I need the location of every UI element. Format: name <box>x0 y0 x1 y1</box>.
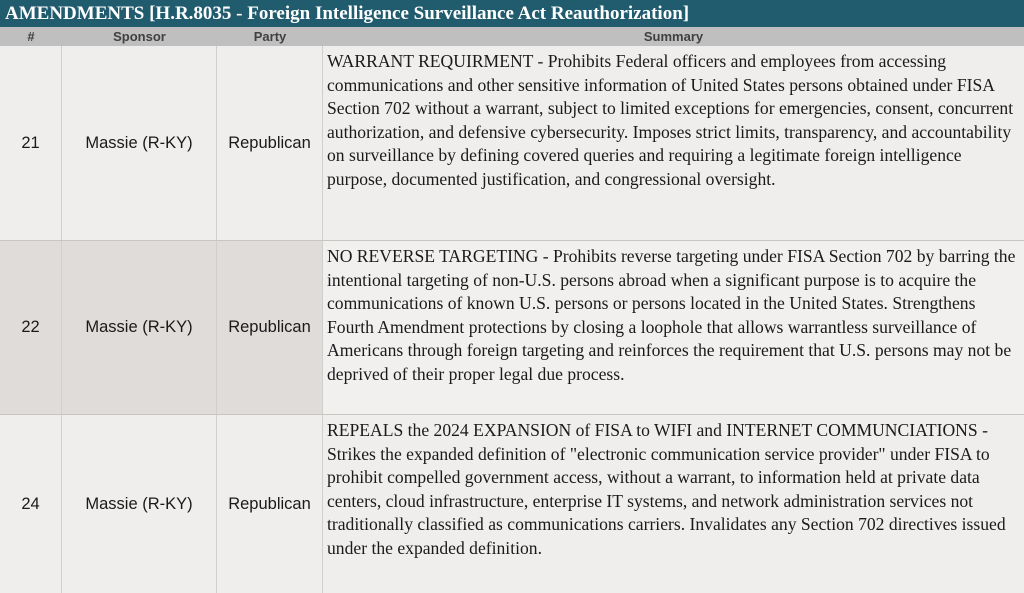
column-header-sponsor[interactable]: Sponsor <box>113 29 166 44</box>
row-party[interactable]: Republican <box>217 415 323 593</box>
row-summary[interactable]: REPEALS the 2024 EXPANSION of FISA to WIFI and INTERNET COMMUNCIATIONS - Strikes the expanded definition of "electronic communication service provider" under FISA to prohibit compelled government access, without a warrant, to information held at private data centers, cloud infrastructure, enterprise IT systems, and network administration services not traditionally classified as communications carriers. Invalidates any Section 702 directives issued under the expanded definition. <box>327 420 1006 558</box>
table-row[interactable] <box>0 241 1024 414</box>
row-summary[interactable]: WARRANT REQUIRMENT - Prohibits Federal officers and employees from accessing communications and other sensitive information of United States persons obtained under FISA Section 702 without a warrant, subject to limited exceptions for emergencies, consent, concurrent authorization, and defensive cybersecurity. Imposes strict limits, transparency, and accountability on surveillance by defining covered queries and requiring a legitimate foreign intelligence purpose, documented justification, and congressional oversight. <box>327 51 1014 189</box>
row-number[interactable]: 21 <box>0 46 62 240</box>
column-header-party[interactable]: Party <box>253 29 287 44</box>
row-sponsor[interactable]: Massie (R-KY) <box>62 241 217 414</box>
row-party[interactable]: Republican <box>217 241 323 414</box>
row-party[interactable]: Republican <box>217 46 323 240</box>
table-row[interactable] <box>0 46 1024 240</box>
table-row[interactable] <box>0 415 1024 593</box>
row-number[interactable]: 22 <box>0 241 62 414</box>
column-header-summary[interactable]: Summary <box>643 29 704 44</box>
row-summary[interactable]: NO REVERSE TARGETING - Prohibits reverse targeting under FISA Section 702 by barring the intentional targeting of non-U.S. persons abroad when a significant purpose is to acquire the communications of known U.S. persons or persons located in the United States. Strengthens Fourth Amendment protections by closing a loophole that allows warrantless surveillance of Americans through foreign targeting and reinforces the requirement that U.S. persons may not be deprived of their proper legal due process. <box>323 241 1024 414</box>
row-sponsor[interactable]: Massie (R-KY) <box>62 46 217 240</box>
header-row <box>0 27 1024 46</box>
row-number[interactable]: 24 <box>0 415 62 593</box>
table-title: AMENDMENTS [H.R.8035 - Foreign Intelligence Surveillance Act Reauthorization] <box>0 0 1024 27</box>
row-sponsor[interactable]: Massie (R-KY) <box>62 415 217 593</box>
column-header-number[interactable]: # <box>27 29 35 44</box>
